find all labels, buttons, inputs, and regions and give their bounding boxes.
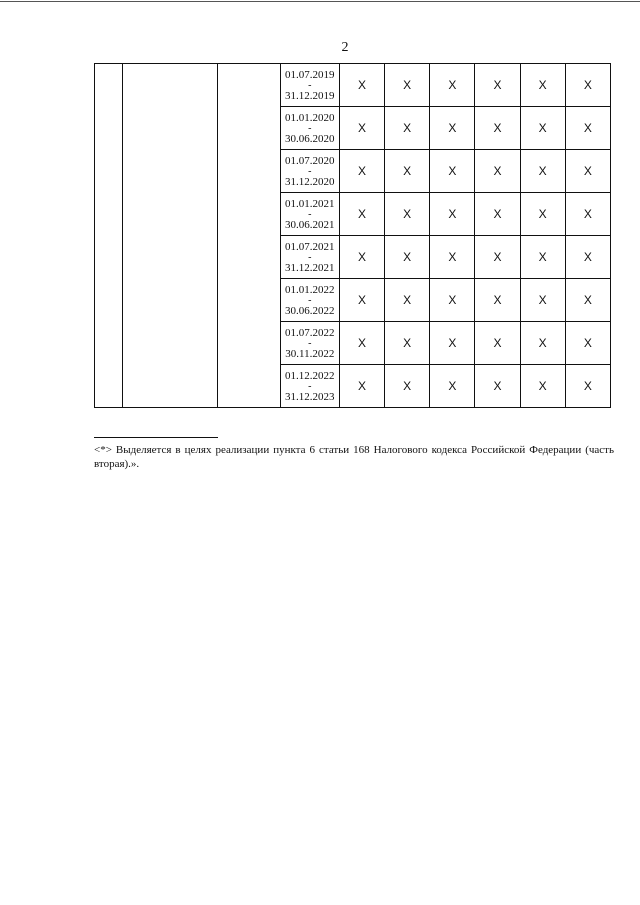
period-dash: -	[308, 251, 312, 263]
period-end: 30.06.2020	[285, 132, 335, 145]
name-cell	[123, 64, 218, 408]
period-start: 01.01.2020	[285, 111, 335, 124]
value-cell: X	[520, 322, 565, 365]
period-cell	[280, 107, 339, 150]
period-start: 01.01.2021	[285, 197, 335, 210]
period-start: 01.07.2019	[285, 68, 335, 81]
value-cell: X	[475, 107, 520, 150]
value-cell: X	[430, 236, 475, 279]
value-cell: X	[430, 322, 475, 365]
value-cell: X	[520, 150, 565, 193]
value-cell: X	[385, 107, 430, 150]
value-cell: X	[565, 322, 610, 365]
footnote-line-2: вторая).».	[94, 458, 140, 470]
footnote	[94, 443, 614, 471]
table-row	[95, 64, 611, 107]
period-dash: -	[308, 79, 312, 91]
period-dash: -	[308, 208, 312, 220]
value-cell: X	[339, 107, 384, 150]
value-cell: X	[430, 279, 475, 322]
period-start: 01.01.2022	[285, 283, 335, 296]
page-number: 2	[341, 40, 349, 55]
row-number-cell	[95, 64, 123, 408]
value-cell: X	[430, 365, 475, 408]
value-cell: X	[385, 193, 430, 236]
tariff-table	[94, 63, 611, 408]
period-end: 30.06.2022	[285, 304, 335, 317]
period-start: 01.07.2022	[285, 326, 335, 339]
value-cell: X	[565, 107, 610, 150]
value-cell: X	[475, 64, 520, 107]
value-cell: X	[475, 236, 520, 279]
period-dash: -	[308, 294, 312, 306]
period-dash: -	[308, 165, 312, 177]
period-end: 31.12.2021	[285, 261, 335, 274]
page-top-border	[0, 1, 640, 2]
value-cell: X	[565, 236, 610, 279]
value-cell: X	[475, 193, 520, 236]
period-cell	[280, 236, 339, 279]
footnote-line-1: <*> Выделяется в целях реализации пункта 6 статьи 168 Налогового кодекса Российской Федерации (часть	[94, 444, 614, 456]
value-cell: X	[475, 279, 520, 322]
period-end: 31.12.2019	[285, 89, 335, 102]
period-dash: -	[308, 380, 312, 392]
value-cell: X	[430, 193, 475, 236]
value-cell: X	[385, 150, 430, 193]
value-cell: X	[520, 193, 565, 236]
value-cell: X	[430, 107, 475, 150]
period-end: 31.12.2020	[285, 175, 335, 188]
value-cell: X	[430, 64, 475, 107]
period-dash: -	[308, 122, 312, 134]
value-cell: X	[339, 64, 384, 107]
period-start: 01.07.2020	[285, 154, 335, 167]
period-dash: -	[308, 337, 312, 349]
value-cell: X	[475, 150, 520, 193]
value-cell: X	[339, 279, 384, 322]
value-cell: X	[565, 279, 610, 322]
period-cell	[280, 279, 339, 322]
value-cell: X	[520, 107, 565, 150]
period-start: 01.07.2021	[285, 240, 335, 253]
value-cell: X	[520, 365, 565, 408]
period-end: 30.11.2022	[285, 347, 335, 360]
value-cell: X	[565, 193, 610, 236]
value-cell: X	[385, 236, 430, 279]
value-cell: X	[565, 150, 610, 193]
value-cell: X	[385, 365, 430, 408]
value-cell: X	[475, 365, 520, 408]
period-cell	[280, 322, 339, 365]
period-cell	[280, 64, 339, 107]
value-cell: X	[385, 322, 430, 365]
value-cell: X	[475, 322, 520, 365]
value-cell: X	[430, 150, 475, 193]
period-cell	[280, 365, 339, 408]
unit-cell	[218, 64, 280, 408]
value-cell: X	[385, 279, 430, 322]
footnote-separator	[94, 437, 218, 438]
period-end: 30.06.2021	[285, 218, 335, 231]
value-cell: X	[385, 64, 430, 107]
value-cell: X	[520, 236, 565, 279]
value-cell: X	[339, 150, 384, 193]
value-cell: X	[339, 322, 384, 365]
period-start: 01.12.2022	[285, 369, 335, 382]
value-cell: X	[339, 365, 384, 408]
period-cell	[280, 150, 339, 193]
value-cell: X	[520, 279, 565, 322]
period-cell	[280, 193, 339, 236]
value-cell: X	[565, 64, 610, 107]
value-cell: X	[520, 64, 565, 107]
value-cell: X	[339, 193, 384, 236]
period-end: 31.12.2023	[285, 390, 335, 403]
value-cell: X	[565, 365, 610, 408]
value-cell: X	[339, 236, 384, 279]
